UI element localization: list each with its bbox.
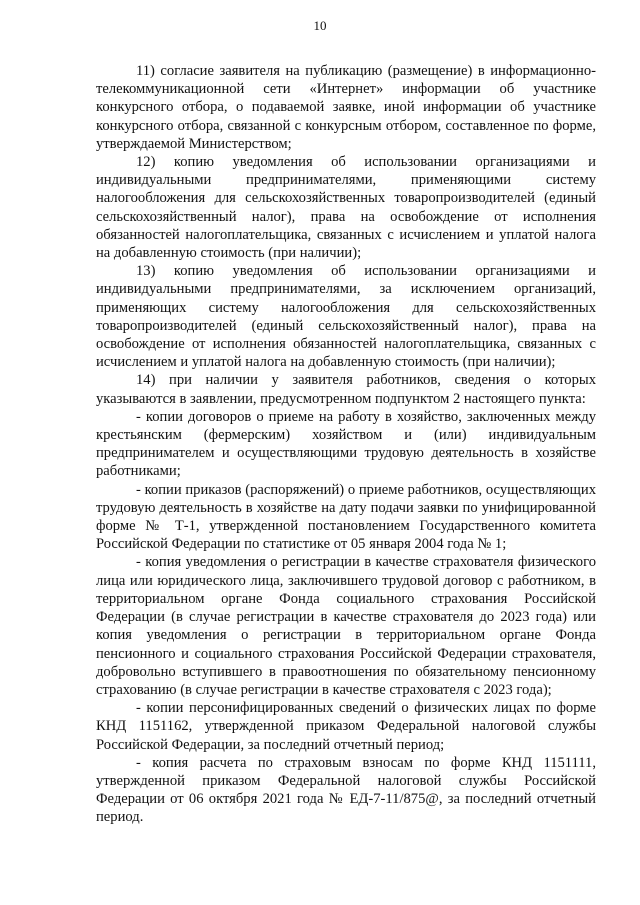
paragraph-item-13: 13) копию уведомления об использовании организациями и индивидуальными предпринимателями, за исключением организаций, применяющих систему налогообложения для сельскохозяйственных товаропроизводителей (единый сельскохозяйственный налог), права на освобождение от исполнения обязанностей налогоплательщика, связанных с исчислением и уплатой налога на добавленную стоимость (при наличии); xyxy=(96,263,596,371)
page-number: 10 xyxy=(313,18,327,33)
bullet-personal-data: - копии персонифицированных сведений о физических лицах по форме КНД 1151162, утвержденной приказом Федеральной налоговой службы Российской Федерации, за последний отчетный период; xyxy=(96,700,596,753)
paragraph-item-11: 11) согласие заявителя на публикацию (размещение) в информационно-телекоммуникационной сети «Интернет» информации об участнике конкурсного отбора, о подаваемой заявке, иной информации об участнике конкурсного отбора, связанной с конкурсным отбором, составленное по форме, утверждаемой Министерством; xyxy=(96,63,596,152)
bullet-insurance-calculation: - копия расчета по страховым взносам по форме КНД 1151111, утвержденной приказом Федеральной налоговой службы Российской Федерации от 06 октября 2021 года № ЕД-7-11/875@, за последний отчетный период. xyxy=(96,754,596,826)
bullet-insurer-registration: - копия уведомления о регистрации в качестве страхователя физического лица или юридического лица, заключившего трудовой договор с работником, в территориальном органе Фонда социального страхования Российской Федерации (в случае регистрации в качестве страхователя до 2023 года) или копия уведомления о регистрации в территориальном органе Фонда пенсионного и социального страхования Российской Федерации страхователя, добровольно вступившего в правоотношения по обязательному пенсионному страхованию (в случае регистрации в качестве страхователя с 2023 года); xyxy=(96,554,596,698)
document-body xyxy=(96,62,596,827)
bullet-hiring-orders: - копии приказов (распоряжений) о приеме работников, осуществляющих трудовую деятельность в хозяйстве на дату подачи заявки по унифицированной форме № Т-1, утвержденной постановлением Государственного комитета Российской Федерации по статистике от 05 января 2004 года № 1; xyxy=(96,481,596,553)
paragraph-item-14: 14) при наличии у заявителя работников, сведения о которых указываются в заявлении, предусмотренном подпунктом 2 настоящего пункта: xyxy=(96,372,596,407)
paragraph-item-12: 12) копию уведомления об использовании организациями и индивидуальными предпринимателями, применяющими систему налогообложения для сельскохозяйственных товаропроизводителей (единый сельскохозяйственный налог), права на освобождение от исполнения обязанностей налогоплательщика, связанных с исчислением и уплатой налога на добавленную стоимость (при наличии); xyxy=(96,154,596,262)
bullet-employment-contracts: - копии договоров о приеме на работу в хозяйство, заключенных между крестьянским (фермерским) хозяйством и (или) индивидуальным предпринимателем и осуществляющими трудовую деятельность в хозяйстве работниками; xyxy=(96,408,596,480)
